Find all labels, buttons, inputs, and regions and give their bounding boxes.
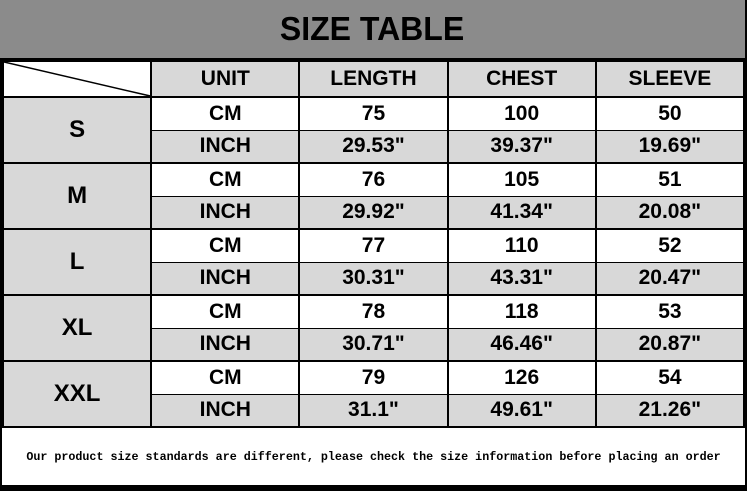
- unit-cell-cm: CM: [151, 163, 299, 196]
- diagonal-line: [4, 62, 150, 96]
- chest-value-cm: 118: [448, 295, 596, 328]
- sleeve-value-cm: 52: [596, 229, 744, 262]
- column-header-sleeve: SLEEVE: [596, 61, 744, 97]
- size-table-grid: [2, 60, 745, 426]
- length-value-inch: 31.1": [299, 394, 447, 426]
- length-value-inch: 30.71": [299, 328, 447, 361]
- length-value-cm: 76: [299, 163, 447, 196]
- chest-value-inch: 43.31": [448, 262, 596, 295]
- unit-cell-cm: CM: [151, 295, 299, 328]
- unit-cell-cm: CM: [151, 229, 299, 262]
- unit-cell-inch: INCH: [151, 394, 299, 426]
- unit-cell-inch: INCH: [151, 328, 299, 361]
- disclaimer-text: Our product size standards are different, please check the size information before placing an order: [26, 449, 721, 464]
- unit-cell-inch: INCH: [151, 262, 299, 295]
- table-row: [3, 295, 744, 328]
- chest-value-cm: 110: [448, 229, 596, 262]
- length-value-cm: 79: [299, 361, 447, 394]
- sleeve-value-inch: 20.08": [596, 196, 744, 229]
- diagonal-header-cell: [3, 61, 151, 97]
- unit-cell-inch: INCH: [151, 130, 299, 163]
- size-label-xxl: XXL: [3, 361, 151, 426]
- unit-cell-cm: CM: [151, 361, 299, 394]
- sleeve-value-inch: 20.47": [596, 262, 744, 295]
- length-value-inch: 29.53": [299, 130, 447, 163]
- sleeve-value-inch: 19.69": [596, 130, 744, 163]
- length-value-inch: 30.31": [299, 262, 447, 295]
- unit-cell-cm: CM: [151, 97, 299, 130]
- table-row: [3, 163, 744, 196]
- chest-value-inch: 41.34": [448, 196, 596, 229]
- sleeve-value-cm: 53: [596, 295, 744, 328]
- sleeve-value-cm: 50: [596, 97, 744, 130]
- sleeve-value-cm: 51: [596, 163, 744, 196]
- size-table: [0, 60, 747, 426]
- column-header-length: LENGTH: [299, 61, 447, 97]
- chest-value-inch: 46.46": [448, 328, 596, 361]
- page-title: SIZE TABLE: [280, 10, 465, 47]
- column-header-unit: UNIT: [151, 61, 299, 97]
- chest-value-inch: 49.61": [448, 394, 596, 426]
- size-label-l: L: [3, 229, 151, 295]
- size-label-m: M: [3, 163, 151, 229]
- title-bar: [0, 0, 747, 60]
- chest-value-inch: 39.37": [448, 130, 596, 163]
- chest-value-cm: 100: [448, 97, 596, 130]
- size-label-s: S: [3, 97, 151, 163]
- sleeve-value-cm: 54: [596, 361, 744, 394]
- length-value-cm: 78: [299, 295, 447, 328]
- unit-cell-inch: INCH: [151, 196, 299, 229]
- table-row: [3, 361, 744, 394]
- length-value-cm: 75: [299, 97, 447, 130]
- sleeve-value-inch: 21.26": [596, 394, 744, 426]
- table-row: [3, 97, 744, 130]
- table-row: [3, 229, 744, 262]
- column-header-chest: CHEST: [448, 61, 596, 97]
- header-row: [3, 61, 744, 97]
- length-value-inch: 29.92": [299, 196, 447, 229]
- disclaimer-bar: [0, 426, 747, 491]
- chest-value-cm: 105: [448, 163, 596, 196]
- size-label-xl: XL: [3, 295, 151, 361]
- length-value-cm: 77: [299, 229, 447, 262]
- sleeve-value-inch: 20.87": [596, 328, 744, 361]
- chest-value-cm: 126: [448, 361, 596, 394]
